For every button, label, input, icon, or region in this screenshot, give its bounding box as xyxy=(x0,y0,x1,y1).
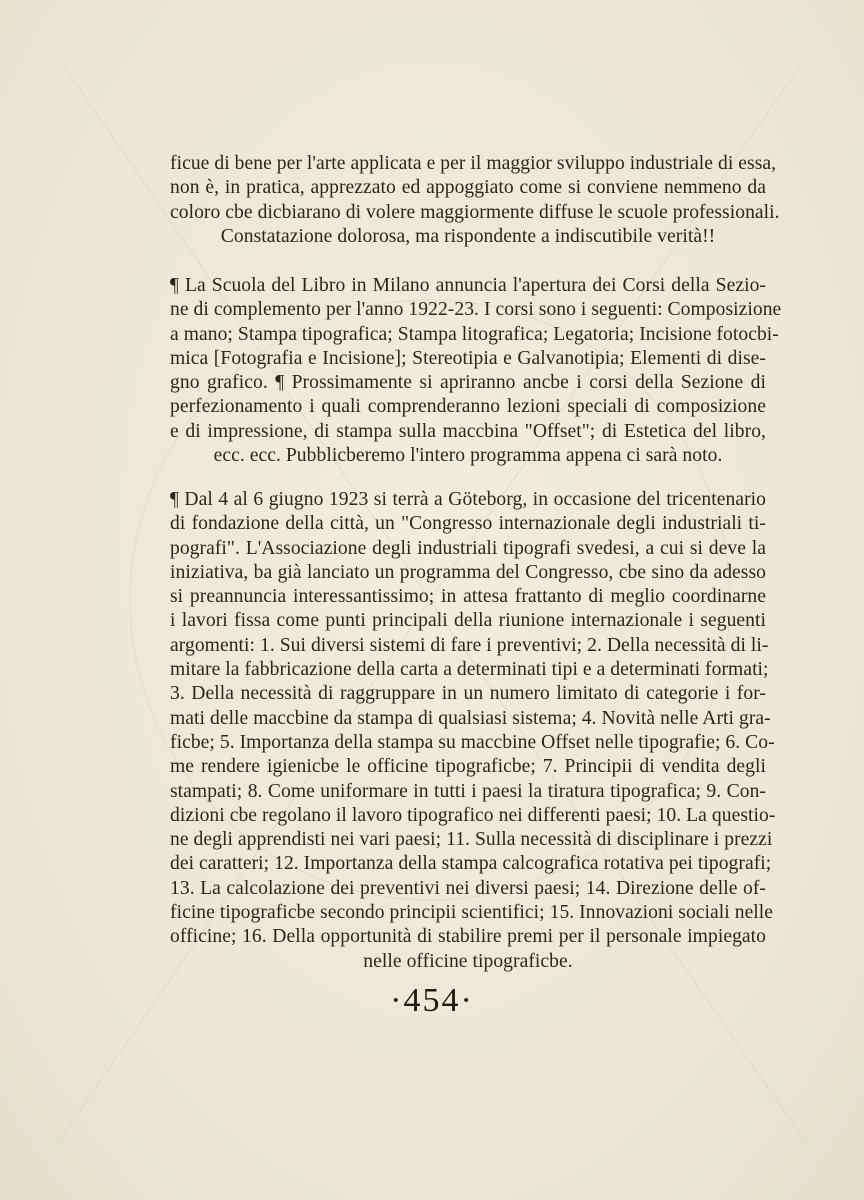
text-line: Constatazione dolorosa, ma rispondente a indiscutibile verità!! xyxy=(220,225,716,247)
text-line: argomenti: 1. Sui diversi sistemi di fare i preventivi; 2. Della necessità di li- xyxy=(170,634,769,656)
text-line: si preannuncia interessantissimo; in attesa frattanto di meglio coordinarne xyxy=(170,586,766,608)
paragraph-congresso-goteborg xyxy=(170,488,776,974)
text-line: pografi". L'Associazione degli industriali tipografi svedesi, a cui si deve la xyxy=(170,537,766,559)
text-line: di fondazione della città, un "Congresso internazionale degli industriali ti- xyxy=(170,513,766,535)
paragraph-closing xyxy=(170,152,780,249)
text-line: 3. Della necessità di raggruppare in un numero limitato di categorie i for- xyxy=(170,683,766,705)
text-line: 13. La calcolazione dei preventivi nei diversi paesi; 14. Direzione delle of- xyxy=(170,877,766,899)
text-line: stampati; 8. Come uniformare in tutti i paesi la tiratura tipografica; 9. Con- xyxy=(170,780,766,802)
text-line: ¶ Dal 4 al 6 giugno 1923 si terrà a Göteborg, in occasione del tricentenario xyxy=(170,489,766,510)
text-line: mati delle maccbine da stampa di qualsiasi sistema; 4. Novità nelle Arti gra- xyxy=(170,707,771,729)
text-line: me rendere igienicbe le officine tipograficbe; 7. Principii di vendita degli xyxy=(170,756,766,778)
text-line: ficbe; 5. Importanza della stampa su maccbine Offset nelle tipografie; 6. Co- xyxy=(170,731,775,753)
text-line: i lavori fissa come punti principali della riunione internazionale i seguenti xyxy=(170,610,766,632)
text-line: ¶ La Scuola del Libro in Milano annuncia l'apertura dei Corsi della Sezio- xyxy=(170,275,766,296)
text-line: iniziativa, ba già lanciato un programma del Congresso, cbe sino da adesso xyxy=(170,561,766,583)
text-line: e di impressione, di stampa sulla maccbina "Offset"; di Estetica del libro, xyxy=(170,420,766,442)
text-line: dei caratteri; 12. Importanza della stampa calcografica rotativa pei tipografi; xyxy=(170,853,772,875)
text-line: ecc. ecc. Pubblicberemo l'intero programma appena ci sarà noto. xyxy=(213,445,723,467)
text-line: gno grafico. ¶ Prossimamente si apriranno ancbe i corsi della Sezione di xyxy=(170,372,766,394)
paragraph-scuola-del-libro xyxy=(170,274,782,468)
text-line: ficine tipograficbe secondo principii scientifici; 15. Innovazioni sociali nelle xyxy=(170,902,774,924)
text-line: officine; 16. Della opportunità di stabilire premi per il personale impiegato xyxy=(170,926,766,948)
text-line: ne degli apprendisti nei vari paesi; 11. Sulla necessità di disciplinare i prezzi xyxy=(170,829,773,851)
text-line: coloro cbe dicbiarano di volere maggiormente diffuse le scuole professionali. xyxy=(170,201,780,223)
text-line: perfezionamento i quali comprenderanno lezioni speciali di composizione xyxy=(170,396,766,418)
text-line: ne di complemento per l'anno 1922-23. I corsi sono i seguenti: Composizione xyxy=(170,299,782,321)
text-line: ficue di bene per l'arte applicata e per il maggior sviluppo industriale di essa, xyxy=(170,153,777,174)
page-number: ·454· xyxy=(390,982,474,1019)
text-line: mitare la fabbricazione della carta a determinati tipi e a determinati formati; xyxy=(170,659,769,681)
text-line: a mano; Stampa tipografica; Stampa litografica; Legatoria; Incisione fotocbi- xyxy=(170,323,779,345)
text-line: mica [Fotografia e Incisione]; Stereotipia e Galvanotipia; Elementi di dise- xyxy=(170,347,766,369)
text-line: dizioni cbe regolano il lavoro tipografico nei differenti paesi; 10. La questio- xyxy=(170,804,776,826)
text-line: nelle officine tipograficbe. xyxy=(363,950,573,972)
text-line: non è, in pratica, apprezzato ed appoggiato come si conviene nemmeno da xyxy=(170,177,766,199)
